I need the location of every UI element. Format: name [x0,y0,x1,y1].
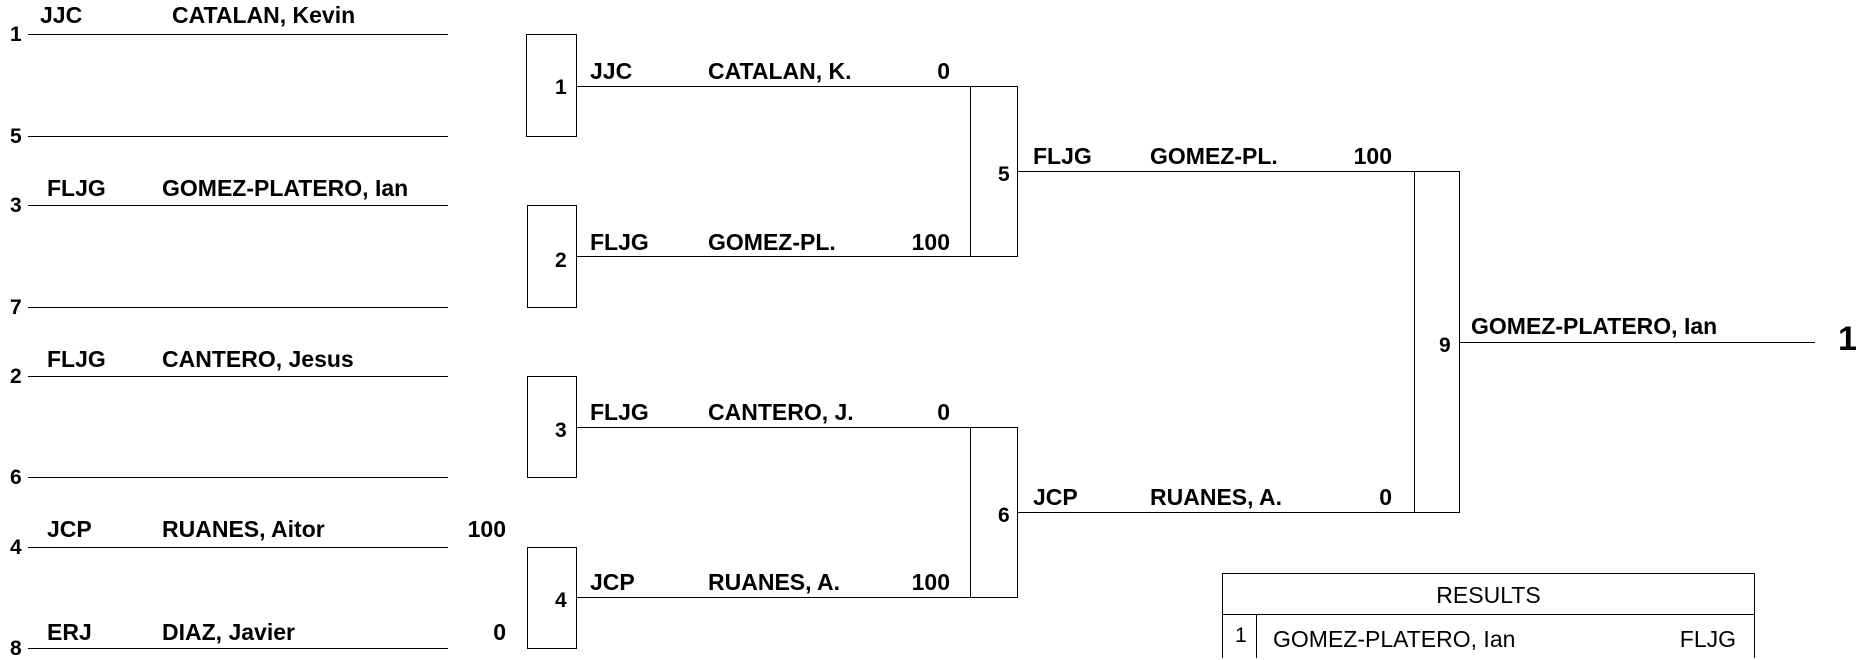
competitor-score: 100 [467,516,506,542]
competitor-score: 100 [911,229,950,255]
competitor-name: CATALAN, K. [708,58,852,84]
bracket-line [28,136,448,137]
match-box [527,376,577,478]
bracket-line [576,256,971,257]
final-place: 1 [1838,320,1857,358]
competitor-club: JJC [40,2,83,28]
bracket-line [28,307,448,308]
competitor-club: JCP [590,569,635,595]
results-name: GOMEZ-PLATERO, Ian [1273,626,1516,652]
competitor-club: JJC [590,58,633,84]
bracket-line [28,205,448,206]
bracket-line [576,597,971,598]
match-number: 1 [555,76,567,99]
seed-number: 3 [10,194,22,217]
bracket-line [28,376,448,377]
match-box [1414,171,1460,513]
competitor-club: FLJG [47,346,106,372]
seed-number: 7 [10,296,22,319]
bracket-line [1017,512,1415,513]
bracket-line [28,477,448,478]
bracket-line [1459,342,1815,343]
competitor-club: FLJG [590,229,649,255]
seed-number: 2 [10,365,22,388]
competitor-name: CANTERO, Jesus [162,346,354,372]
competitor-name: CANTERO, J. [708,399,854,425]
match-box [970,86,1018,257]
competitor-club: ERJ [47,619,92,645]
competitor-name: CATALAN, Kevin [172,2,356,28]
match-number: 3 [555,419,567,442]
results-table [1222,573,1755,658]
results-column-divider [1256,614,1257,658]
results-club: FLJG [1679,626,1736,652]
results-divider [1223,614,1754,615]
competitor-name: RUANES, Aitor [162,516,325,542]
match-box [527,205,577,308]
competitor-score: 0 [937,58,950,84]
match-number: 2 [555,249,567,272]
bracket-line [576,427,971,428]
match-number: 9 [1439,334,1451,357]
competitor-name: GOMEZ-PL. [708,229,836,255]
seed-number: 4 [10,536,22,559]
competitor-club: FLJG [1033,143,1092,169]
match-box [527,547,577,649]
seed-number: 5 [10,125,22,148]
bracket-line [28,547,448,548]
bracket-line [576,86,971,87]
match-number: 5 [998,163,1010,186]
competitor-name: RUANES, A. [1150,484,1283,510]
match-box [970,427,1018,598]
bracket-line [28,34,448,35]
competitor-score: 0 [493,619,506,645]
competitor-name: DIAZ, Javier [162,619,295,645]
seed-number: 1 [10,23,22,46]
match-box [526,34,577,137]
competitor-club: FLJG [47,175,106,201]
bracket-line [1017,171,1415,172]
competitor-club: JCP [47,516,92,542]
competitor-name: RUANES, A. [708,569,841,595]
winner-name: GOMEZ-PLATERO, Ian [1471,313,1718,339]
match-number: 6 [998,504,1010,527]
competitor-score: 0 [937,399,950,425]
competitor-club: JCP [1033,484,1078,510]
competitor-score: 100 [911,569,950,595]
match-number: 4 [555,589,567,612]
competitor-name: GOMEZ-PLATERO, Ian [162,175,409,201]
seed-number: 8 [10,637,22,660]
competitor-name: GOMEZ-PL. [1150,143,1278,169]
competitor-score: 0 [1379,484,1392,510]
competitor-score: 100 [1353,143,1392,169]
bracket-line [28,648,448,649]
seed-number: 6 [10,466,22,489]
results-rank: 1 [1235,624,1247,647]
competitor-club: FLJG [590,399,649,425]
results-title: RESULTS [1436,582,1541,608]
